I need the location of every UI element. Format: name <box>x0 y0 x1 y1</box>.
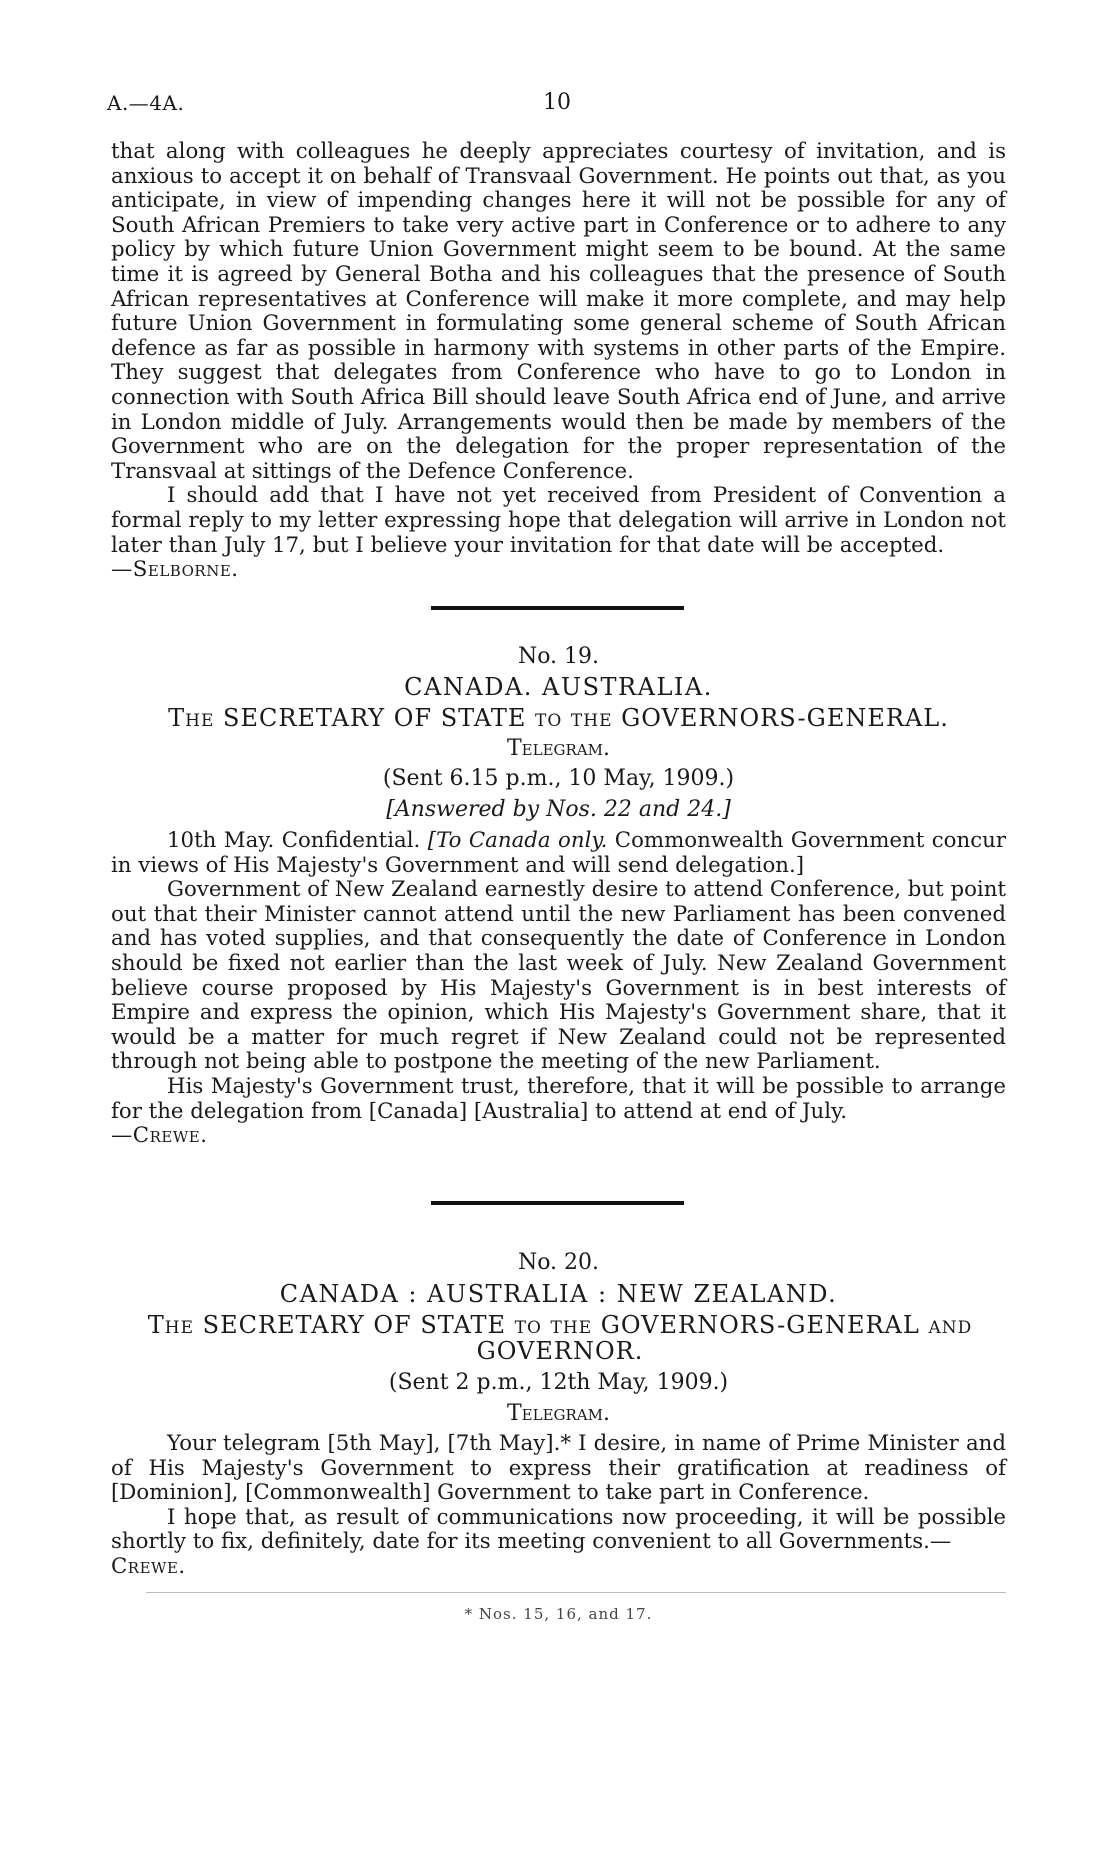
doc20-paragraph-1: Your telegram [5th May], [7th May].* I desire, in name of Prime Minister and of His Majesty's Government to express their gratification at readiness of [Dominion], [Commonwealth] Government to take part in Conference. <box>111 1431 1006 1506</box>
series-reference: A.—4A. <box>107 91 185 115</box>
doc20-paragraph-2: I hope that, as result of communications now proceeding, it will be possible shortly to fix, definitely, date for its meeting convenient to all Governments.— <box>111 1504 1006 1555</box>
doc19-number: No. 19. <box>517 644 600 669</box>
doc19-destination: CANADA. AUSTRALIA. <box>404 673 713 701</box>
doc20-text <box>111 1432 1006 1580</box>
doc19-paragraph-1-italic: [To Canada only. <box>427 828 608 853</box>
section-divider <box>431 1201 684 1205</box>
section-divider <box>431 606 684 610</box>
doc19-sent: (Sent 6.15 p.m., 10 May, 1909.) <box>382 766 735 791</box>
doc19-from-line: The SECRETARY OF STATE to the GOVERNORS-GENERAL. <box>168 704 949 732</box>
doc19-paragraph-1 <box>111 829 1006 878</box>
doc19-paragraph-1-start: 10th May. Confidential. <box>167 828 428 853</box>
doc19-paragraph-1-rest: Commonwealth Government concur in views of His Majesty's Government and will send delegation.] <box>111 828 1007 878</box>
doc20-sent: (Sent 2 p.m., 12th May, 1909.) <box>388 1370 729 1395</box>
page-number: 10 <box>543 90 571 115</box>
doc19-signature: —Crewe. <box>111 1123 208 1149</box>
footnote-rule <box>146 1592 1006 1593</box>
doc19-kind: Telegram. <box>507 736 610 761</box>
doc20-signature: Crewe. <box>111 1553 186 1579</box>
intro-paragraph-1: that along with colleagues he deeply appreciates courtesy of invitation, and is anxious to accept it on behalf of Transvaal Government. He points out that, as you anticipate, in view of impending changes here it will not be possible for any of South African Premiers to take very active part in Conference or to adhere to any policy by which future Union Government might seem to be bound. At the same time it is agreed by General Botha and his colleagues that the presence of South African representatives at Conference will make it more complete, and may help future Union Government in formulating some general scheme of South African defence as far as possible in harmony with systems in other parts of the Empire. They suggest that delegates from Conference who have to go to London in connection with South Africa Bill should leave South Africa end of June, and arrive in London middle of July. Arrangements would then be made by members of the Government who are on the delegation for the proper representation of the Transvaal at sittings of the Defence Conference. <box>111 139 1006 484</box>
doc19-paragraph-2: Government of New Zealand earnestly desire to attend Conference, but point out that their Minister cannot attend until the new Parliament has been convened and has voted supplies, and that consequently the date of Conference in London should be fixed not earlier than the last week of July. New Zealand Government believe course proposed by His Majesty's Government is in best interests of Empire and express the opinion, which His Majesty's Government share, that it would be a matter for much regret if New Zealand could not be represented through not being able to postpone the meeting of the new Parliament. <box>111 877 1006 1075</box>
intro-paragraph-2 <box>111 484 1006 558</box>
doc20-number: No. 20. <box>517 1250 600 1275</box>
intro-signature: —Selborne. <box>111 557 239 583</box>
doc20-kind: Telegram. <box>507 1401 610 1426</box>
intro-paragraph-2-text: I should add that I have not yet received from President of Convention a formal reply to my letter expressing hope that delegation will arrive in London not later than July 17, but I believe your invitation for that date will be accepted. <box>111 483 1006 558</box>
doc19-text <box>111 829 1006 1149</box>
doc19-paragraph-3: His Majesty's Government trust, therefore, that it will be possible to arrange for the delegation from [Canada] [Australia] to attend at end of July. <box>111 1073 1006 1124</box>
doc19-answered: [Answered by Nos. 22 and 24.] <box>386 797 731 822</box>
footnote: * Nos. 15, 16, and 17. <box>464 1605 653 1623</box>
doc20-destination: CANADA : AUSTRALIA : NEW ZEALAND. <box>279 1280 838 1308</box>
doc20-from-line: The SECRETARY OF STATE to the GOVERNORS-GENERAL and GOVERNOR. <box>147 1311 973 1365</box>
intro-text <box>111 140 1006 583</box>
